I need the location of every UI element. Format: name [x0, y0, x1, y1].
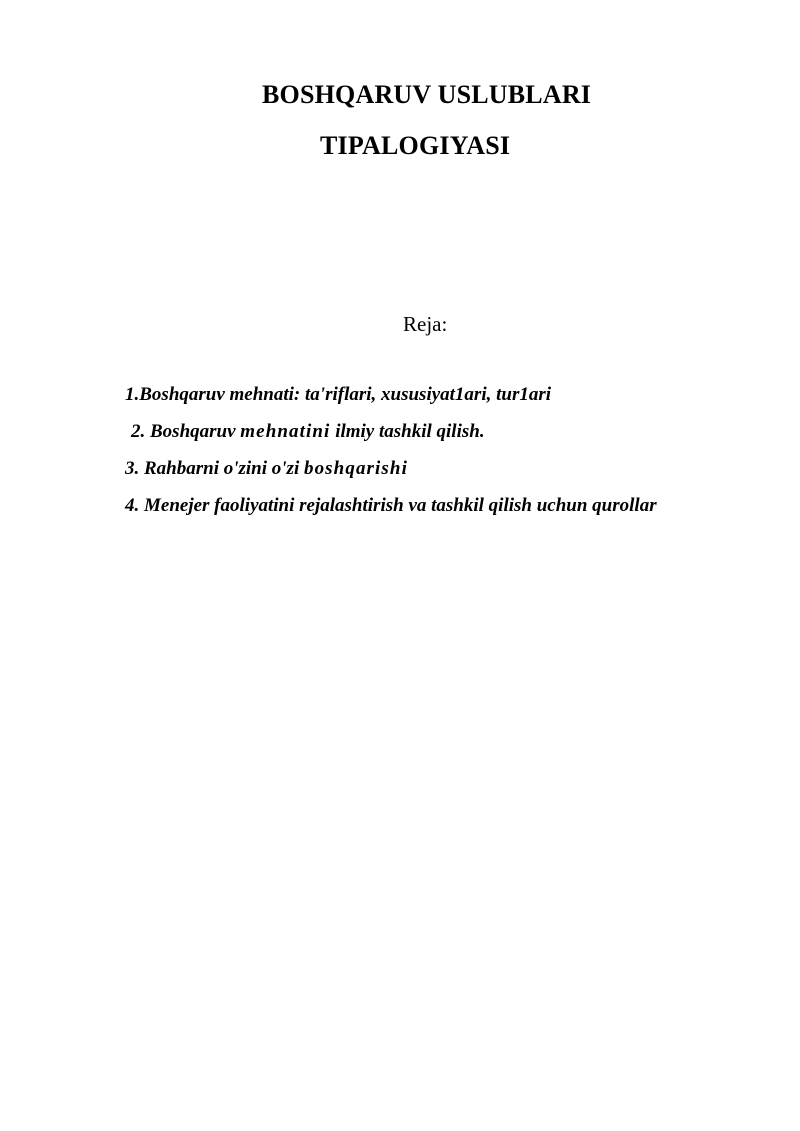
plan-item-3-spaced-word: boshqarishi: [303, 458, 408, 479]
plan-item-2: [131, 421, 485, 443]
document-title-line-2: TIPALOGIYASI: [320, 131, 511, 160]
document-title-line-1: BOSHQARUV USLUBLARI: [262, 80, 592, 109]
plan-item-1: 1.Boshqaruv mehnati: ta'riflari, xususiyat1ari, tur1ari: [125, 384, 552, 405]
plan-item-2-suffix: ilmiy tashkil qilish.: [330, 421, 485, 442]
plan-item-2-spaced-word: mehnatini: [240, 421, 331, 442]
plan-heading: Reja:: [403, 312, 448, 336]
plan-item-3: [125, 458, 408, 480]
plan-item-2-prefix: 2. Boshqaruv: [131, 421, 241, 442]
plan-item-4: 4. Menejer faoliyatini rejalashtirish va tashkil qilish uchun qurollar: [125, 495, 657, 516]
plan-item-3-prefix: 3. Rahbarni o'zini o'zi: [125, 458, 304, 479]
